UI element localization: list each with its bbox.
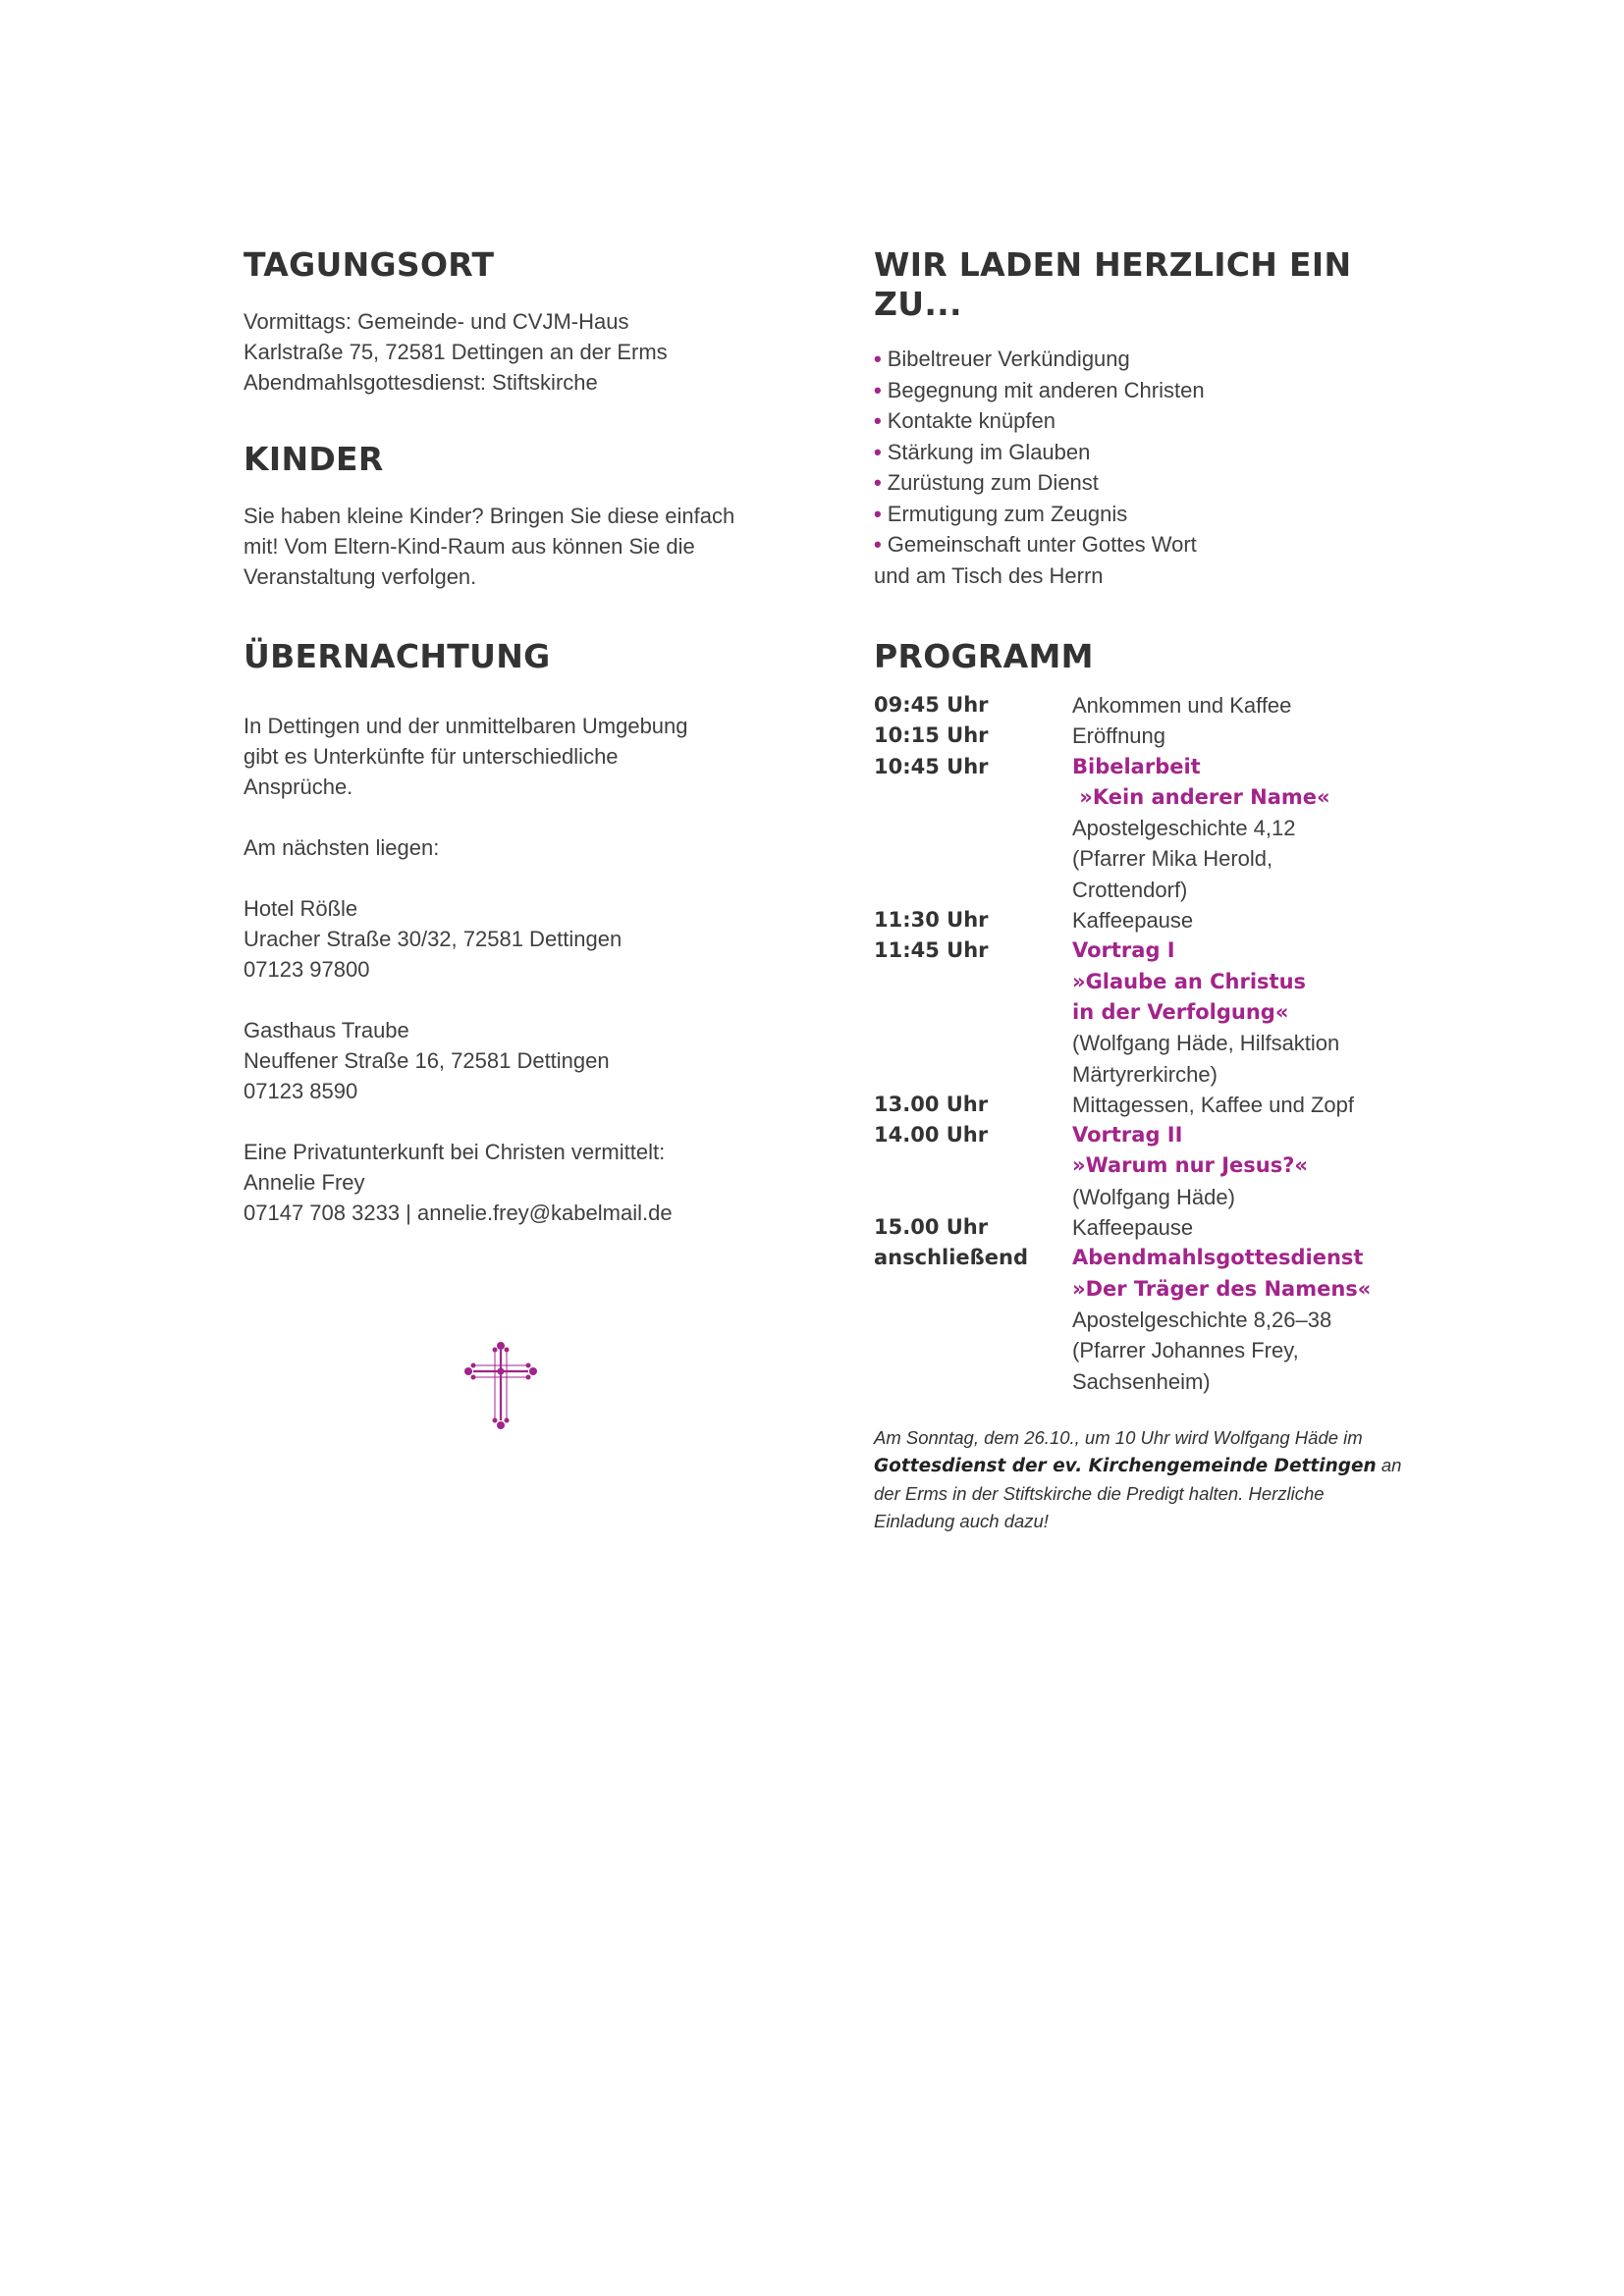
note-highlight: Gottesdienst der ev. Kirchengemeinde Dettingen xyxy=(874,1455,1377,1476)
section-tagungsort xyxy=(244,245,793,398)
section-uebernachtung xyxy=(244,637,793,1228)
heading-kinder: KINDER xyxy=(244,440,384,478)
list-item: • Begegnung mit anderen Christen xyxy=(874,377,1205,402)
program-table xyxy=(874,690,1404,1397)
program-detail: Ankommen und Kaffee xyxy=(1072,693,1292,718)
program-title: in der Verfolgung« xyxy=(1072,999,1289,1024)
program-time: anschließend xyxy=(874,1246,1028,1270)
left-column xyxy=(244,245,793,1228)
program-title: »Der Träger des Namens« xyxy=(1072,1276,1372,1301)
table-row xyxy=(874,1212,1404,1243)
list-item: • Zurüstung zum Dienst xyxy=(874,470,1099,495)
contact-name: Annelie Frey xyxy=(244,1170,365,1195)
section-einladung xyxy=(874,245,1404,591)
list-item: • Bibeltreuer Verkündigung xyxy=(874,347,1130,371)
program-description xyxy=(1072,721,1404,751)
kinder-text-line: Sie haben kleine Kinder? Bringen Sie diese einfach xyxy=(244,504,735,528)
note-text: Am Sonntag, dem 26.10., um 10 Uhr wird Wolfgang Häde im xyxy=(874,1426,1363,1448)
program-time: 11:30 Uhr xyxy=(874,908,989,933)
uebernachtung-intro-line: gibt es Unterkünfte für unterschiedliche xyxy=(244,744,619,769)
bullet-icon: • xyxy=(874,377,882,402)
private-lodging-intro: Eine Privatunterkunft bei Christen vermittelt: xyxy=(244,1140,666,1164)
bullet-icon: • xyxy=(874,532,882,557)
bullet-icon: • xyxy=(874,347,882,371)
bullet-icon: • xyxy=(874,470,882,495)
program-detail: Crottendorf) xyxy=(1072,877,1188,902)
program-title: Vortrag II xyxy=(1072,1123,1183,1148)
hotel-name: Hotel Rößle xyxy=(244,896,358,921)
program-detail: Eröffnung xyxy=(1072,723,1166,749)
bullet-icon: • xyxy=(874,408,882,433)
program-title: Bibelarbeit xyxy=(1072,754,1201,778)
list-item: • Ermutigung zum Zeugnis xyxy=(874,501,1128,526)
list-item: • Stärkung im Glauben xyxy=(874,439,1091,464)
gasthaus-traube xyxy=(244,1015,793,1106)
heading-programm: PROGRAMM xyxy=(874,637,1094,675)
program-title: »Kein anderer Name« xyxy=(1072,784,1330,809)
program-description xyxy=(1072,1243,1404,1396)
program-time: 15.00 Uhr xyxy=(874,1215,989,1240)
program-detail: Sachsenheim) xyxy=(1072,1368,1211,1394)
venue-service: Abendmahlsgottesdienst: Stiftskirche xyxy=(244,370,598,395)
program-detail: Apostelgeschichte 4,12 xyxy=(1072,816,1296,841)
hotel-phone: 07123 97800 xyxy=(244,957,370,982)
program-description xyxy=(1072,1120,1404,1212)
venue-address: Karlstraße 75, 72581 Dettingen an der Erms xyxy=(244,340,668,364)
program-detail: Apostelgeschichte 8,26–38 xyxy=(1072,1307,1332,1332)
list-item: • Gemeinschaft unter Gottes Wort xyxy=(874,532,1197,557)
table-row xyxy=(874,1120,1404,1212)
program-time: 11:45 Uhr xyxy=(874,938,989,963)
uebernachtung-intro-line: In Dettingen und der unmittelbaren Umgebung xyxy=(244,714,688,738)
contact-phone-email: 07147 708 3233 | annelie.frey@kabelmail.de xyxy=(244,1201,673,1225)
program-description xyxy=(1072,935,1404,1089)
program-time: 09:45 Uhr xyxy=(874,693,989,717)
program-title: »Glaube an Christus xyxy=(1072,969,1307,993)
heading-tagungsort: TAGUNGSORT xyxy=(244,245,495,284)
uebernachtung-intro-line: Ansprüche. xyxy=(244,774,353,799)
table-row xyxy=(874,752,1404,905)
hotel-roessle xyxy=(244,893,793,985)
right-column xyxy=(874,245,1404,1535)
program-detail: Mittagessen, Kaffee und Zopf xyxy=(1072,1092,1354,1117)
hotel-address: Uracher Straße 30/32, 72581 Dettingen xyxy=(244,927,623,951)
program-detail: (Wolfgang Häde, Hilfsaktion xyxy=(1072,1031,1340,1056)
bullet-icon: • xyxy=(874,439,882,464)
program-detail: (Wolfgang Häde) xyxy=(1072,1184,1235,1209)
nearest-label: Am nächsten liegen: xyxy=(244,835,440,860)
section-kinder xyxy=(244,440,793,592)
program-title: Vortrag I xyxy=(1072,938,1175,963)
program-time: 10:15 Uhr xyxy=(874,723,989,748)
program-description xyxy=(1072,1090,1404,1120)
list-item-tail: und am Tisch des Herrn xyxy=(874,562,1104,588)
program-description xyxy=(1072,752,1404,905)
table-row xyxy=(874,690,1404,721)
hotel-address: Neuffener Straße 16, 72581 Dettingen xyxy=(244,1048,610,1073)
program-detail: Kaffeepause xyxy=(1072,908,1194,934)
heading-uebernachtung: ÜBERNACHTUNG xyxy=(244,637,551,675)
program-description xyxy=(1072,690,1404,721)
kinder-text-line: Veranstaltung verfolgen. xyxy=(244,564,477,589)
program-description xyxy=(1072,905,1404,935)
hotel-phone: 07123 8590 xyxy=(244,1079,358,1103)
list-item: • Kontakte knüpfen xyxy=(874,408,1056,433)
program-detail: (Pfarrer Mika Herold, xyxy=(1072,846,1273,872)
private-lodging xyxy=(244,1137,793,1228)
program-title: »Warum nur Jesus?« xyxy=(1072,1153,1308,1178)
table-row xyxy=(874,1090,1404,1120)
program-time: 14.00 Uhr xyxy=(874,1123,989,1148)
table-row xyxy=(874,905,1404,935)
note-text: an der Erms in der Stiftskirche die Predigt halten. Herzliche Einladung auch dazu! xyxy=(874,1454,1402,1531)
program-detail: (Pfarrer Johannes Frey, xyxy=(1072,1338,1299,1363)
program-time: 13.00 Uhr xyxy=(874,1092,989,1116)
kinder-text-line: mit! Vom Eltern-Kind-Raum aus können Sie die xyxy=(244,534,695,559)
program-detail: Märtyrerkirche) xyxy=(1072,1061,1218,1087)
hotel-name: Gasthaus Traube xyxy=(244,1018,409,1042)
table-row xyxy=(874,721,1404,751)
program-time: 10:45 Uhr xyxy=(874,754,989,778)
program-description xyxy=(1072,1212,1404,1243)
sunday-note xyxy=(874,1424,1404,1535)
table-row xyxy=(874,1243,1404,1396)
program-detail: Kaffeepause xyxy=(1072,1215,1194,1241)
venue-line: Vormittags: Gemeinde- und CVJM-Haus xyxy=(244,309,629,334)
section-programm xyxy=(874,637,1404,1397)
bullet-icon: • xyxy=(874,501,882,526)
cross-icon xyxy=(461,1340,540,1430)
table-row xyxy=(874,935,1404,1089)
heading-einladung: WIR LADEN HERZLICH EIN ZU... xyxy=(874,245,1352,323)
program-title: Abendmahlsgottesdienst xyxy=(1072,1246,1364,1270)
invite-list xyxy=(874,344,1404,591)
